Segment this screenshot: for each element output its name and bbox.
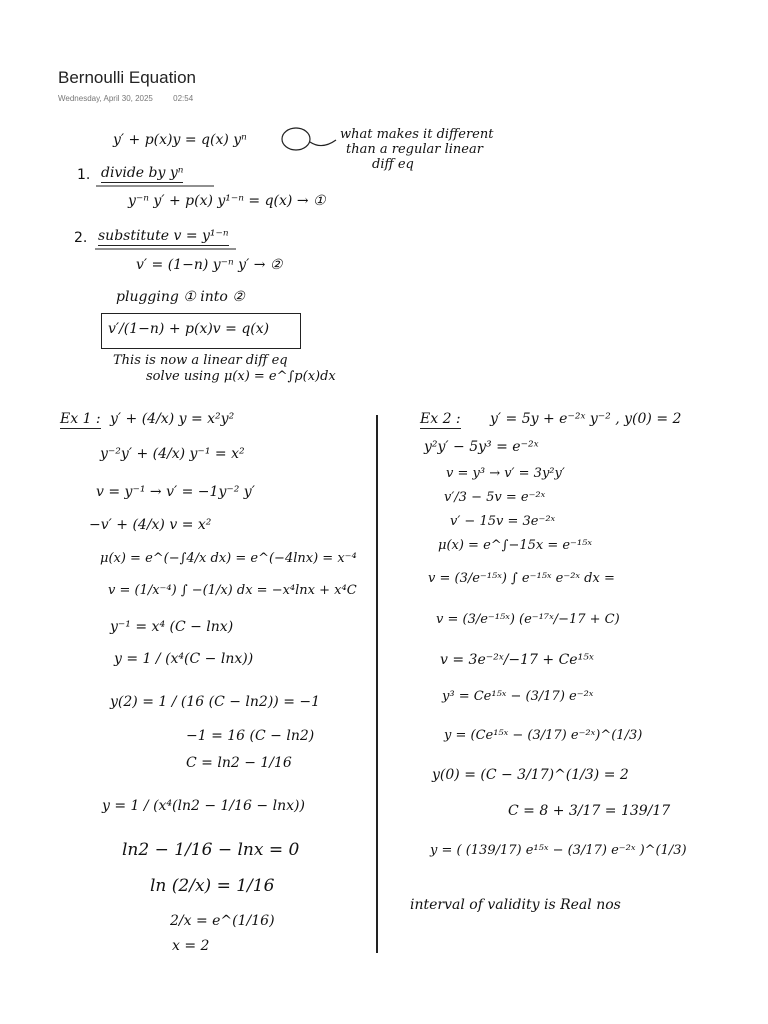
ex1-line: y⁻¹ = x⁴ (C − lnx) [110,619,234,635]
ex1-line: 2/x = e^(1/16) [170,913,275,929]
ex2-label: Ex 2 : [420,411,461,427]
step-1-title: divide by yⁿ [101,165,184,181]
ex1-line: −v′ + (4/x) v = x² [89,517,212,533]
ex1-line: v = y⁻¹ → v′ = −1y⁻² y′ [96,484,255,500]
ex1-line: ln (2/x) = 1/16 [150,876,275,896]
ex1-line: C = ln2 − 1/16 [186,755,292,771]
ex1-line: y⁻²y′ + (4/x) y⁻¹ = x² [100,446,245,462]
ink-strokes [0,0,768,420]
column-divider [376,415,378,953]
ex1-line: ln2 − 1/16 − lnx = 0 [122,840,300,860]
ex1-line: y′ + (4/x) y = x²y² [110,411,235,427]
ex2-line: y(0) = (C − 3/17)^(1/3) = 2 [432,767,629,783]
ex2-line: interval of validity is Real nos [410,897,621,913]
ex2-line: v′/3 − 5v = e⁻²ˣ [444,490,546,505]
ex2-line: y³ = Ce¹⁵ˣ − (3/17) e⁻²ˣ [442,689,594,704]
plugging-note: plugging ① into ② [116,289,245,305]
note-time: 02:54 [173,94,194,103]
ex1-line: y = 1 / (x⁴(C − lnx)) [114,651,254,667]
step-2-title: substitute v = y¹⁻ⁿ [98,228,229,244]
ex2-line: v = y³ → v′ = 3y²y′ [446,466,565,481]
step-2-equation: v′ = (1−n) y⁻ⁿ y′ → ② [136,257,283,273]
note-date: Wednesday, April 30, 2025 [58,94,153,103]
note-title: Bernoulli Equation [58,68,196,87]
ex2-line: v′ − 15v = 3e⁻²ˣ [450,514,556,529]
ex1-line: v = (1/x⁻⁴) ∫ −(1/x) dx = −x⁴lnx + x⁴C [108,583,357,598]
ex2-line: v = (3/e⁻¹⁵ˣ) (e⁻¹⁷ˣ/−17 + C) [436,612,620,627]
ex1-line: y(2) = 1 / (16 (C − ln2)) = −1 [110,694,321,710]
ex1-line: y = 1 / (x⁴(ln2 − 1/16 − lnx)) [102,798,305,814]
ex2-line: v = 3e⁻²ˣ/−17 + Ce¹⁵ˣ [440,652,594,668]
ex2-line: C = 8 + 3/17 = 139/17 [508,803,671,819]
ex2-line: y = (Ce¹⁵ˣ − (3/17) e⁻²ˣ)^(1/3) [444,728,643,743]
step-1-number: 1. [77,167,91,183]
step-2-number: 2. [74,230,88,246]
ex2-line: y²y′ − 5y³ = e⁻²ˣ [424,439,539,455]
bernoulli-form: y′ + p(x)y = q(x) yⁿ [113,132,247,148]
ex1-line: −1 = 16 (C − ln2) [186,728,315,744]
ex2-line: y = ( (139/17) e¹⁵ˣ − (3/17) e⁻²ˣ )^(1/3) [430,843,687,858]
ex1-label: Ex 1 : [60,411,101,427]
ex2-line: μ(x) = e^∫−15x = e⁻¹⁵ˣ [438,538,592,553]
linear-note-1: This is now a linear diff eq [113,353,288,368]
annotation-line-3: diff eq [372,157,414,172]
ex1-line: x = 2 [172,938,210,954]
ex2-line: v = (3/e⁻¹⁵ˣ) ∫ e⁻¹⁵ˣ e⁻²ˣ dx = [428,571,615,586]
annotation-line-2: than a regular linear [346,142,483,157]
boxed-linear-equation: v′/(1−n) + p(x)v = q(x) [108,321,270,337]
ex1-line: μ(x) = e^(−∫4/x dx) = e^(−4lnx) = x⁻⁴ [100,551,357,566]
ex2-line: y′ = 5y + e⁻²ˣ y⁻² , y(0) = 2 [490,411,682,427]
linear-note-2: solve using μ(x) = e^∫p(x)dx [146,369,336,384]
annotation-line-1: what makes it different [340,127,494,142]
step-1-equation: y⁻ⁿ y′ + p(x) y¹⁻ⁿ = q(x) → ① [128,193,326,209]
